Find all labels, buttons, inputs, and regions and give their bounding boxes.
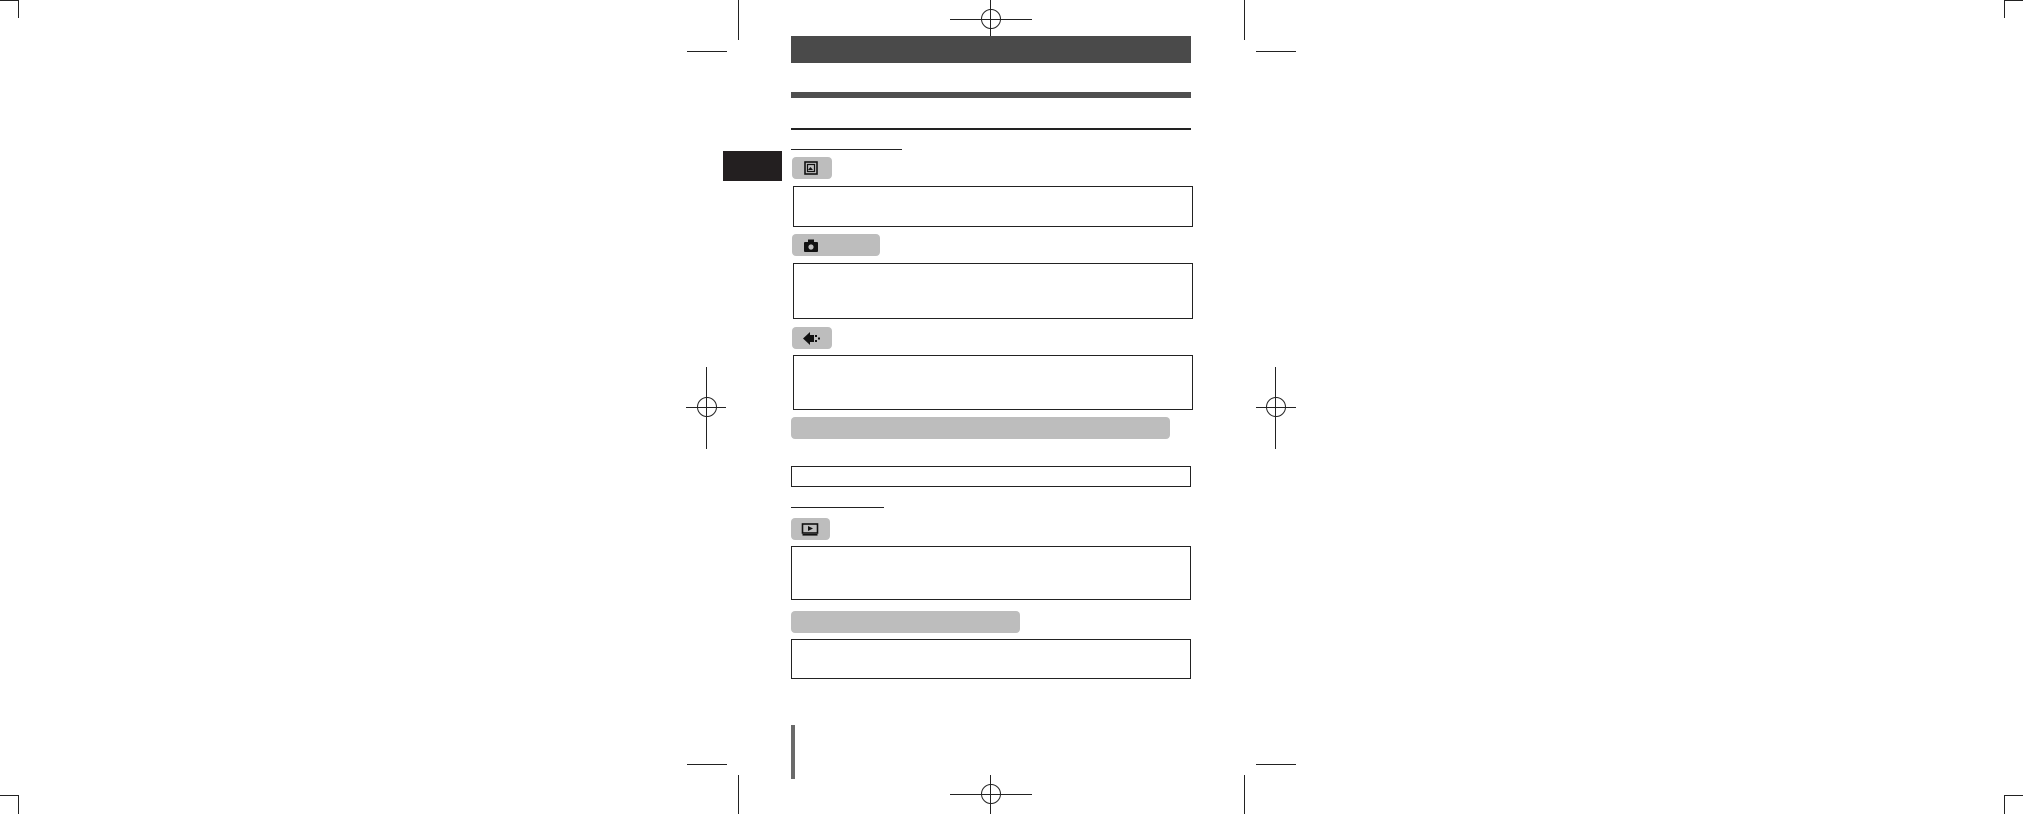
header-band bbox=[791, 36, 1191, 63]
registration-circle bbox=[981, 784, 1001, 804]
crop-mark bbox=[2005, 0, 2023, 1]
crop-mark bbox=[1256, 51, 1296, 52]
note-heading-bar bbox=[791, 417, 1170, 439]
content-box bbox=[793, 263, 1193, 319]
footer-bar bbox=[791, 725, 795, 779]
crop-mark bbox=[18, 795, 19, 814]
registration-circle bbox=[981, 9, 1001, 29]
crop-mark bbox=[1256, 764, 1296, 765]
image-quality-icon bbox=[802, 161, 820, 176]
section-rule bbox=[791, 128, 1191, 130]
note-box bbox=[791, 466, 1191, 487]
camera-icon bbox=[802, 238, 820, 253]
playback-icon bbox=[801, 522, 819, 537]
registration-circle bbox=[1266, 397, 1286, 417]
registration-circle bbox=[697, 397, 717, 417]
mode-label-camera bbox=[792, 234, 880, 256]
subsection-rule bbox=[791, 507, 884, 508]
content-box bbox=[791, 639, 1191, 679]
note-heading-bar bbox=[791, 611, 1020, 633]
content-box bbox=[793, 355, 1193, 410]
mode-label-setup bbox=[792, 327, 832, 349]
crop-mark bbox=[1244, 775, 1245, 814]
crop-mark bbox=[687, 764, 727, 765]
setup-arrow-icon bbox=[802, 331, 822, 346]
crop-mark bbox=[1244, 0, 1245, 40]
crop-mark bbox=[0, 795, 18, 796]
crop-mark bbox=[18, 0, 19, 18]
crop-mark bbox=[2004, 795, 2005, 814]
content-box bbox=[793, 186, 1193, 227]
mode-label-playback bbox=[791, 518, 830, 540]
mode-label-image-quality bbox=[792, 157, 832, 179]
crop-mark bbox=[738, 775, 739, 814]
subsection-rule bbox=[791, 149, 902, 150]
crop-mark bbox=[0, 0, 18, 1]
crop-mark bbox=[687, 51, 727, 52]
crop-mark bbox=[738, 0, 739, 40]
crop-mark bbox=[2004, 0, 2005, 18]
section-bar bbox=[791, 92, 1191, 98]
chapter-tab bbox=[723, 151, 782, 181]
crop-mark bbox=[2005, 795, 2023, 796]
content-box bbox=[791, 546, 1191, 600]
